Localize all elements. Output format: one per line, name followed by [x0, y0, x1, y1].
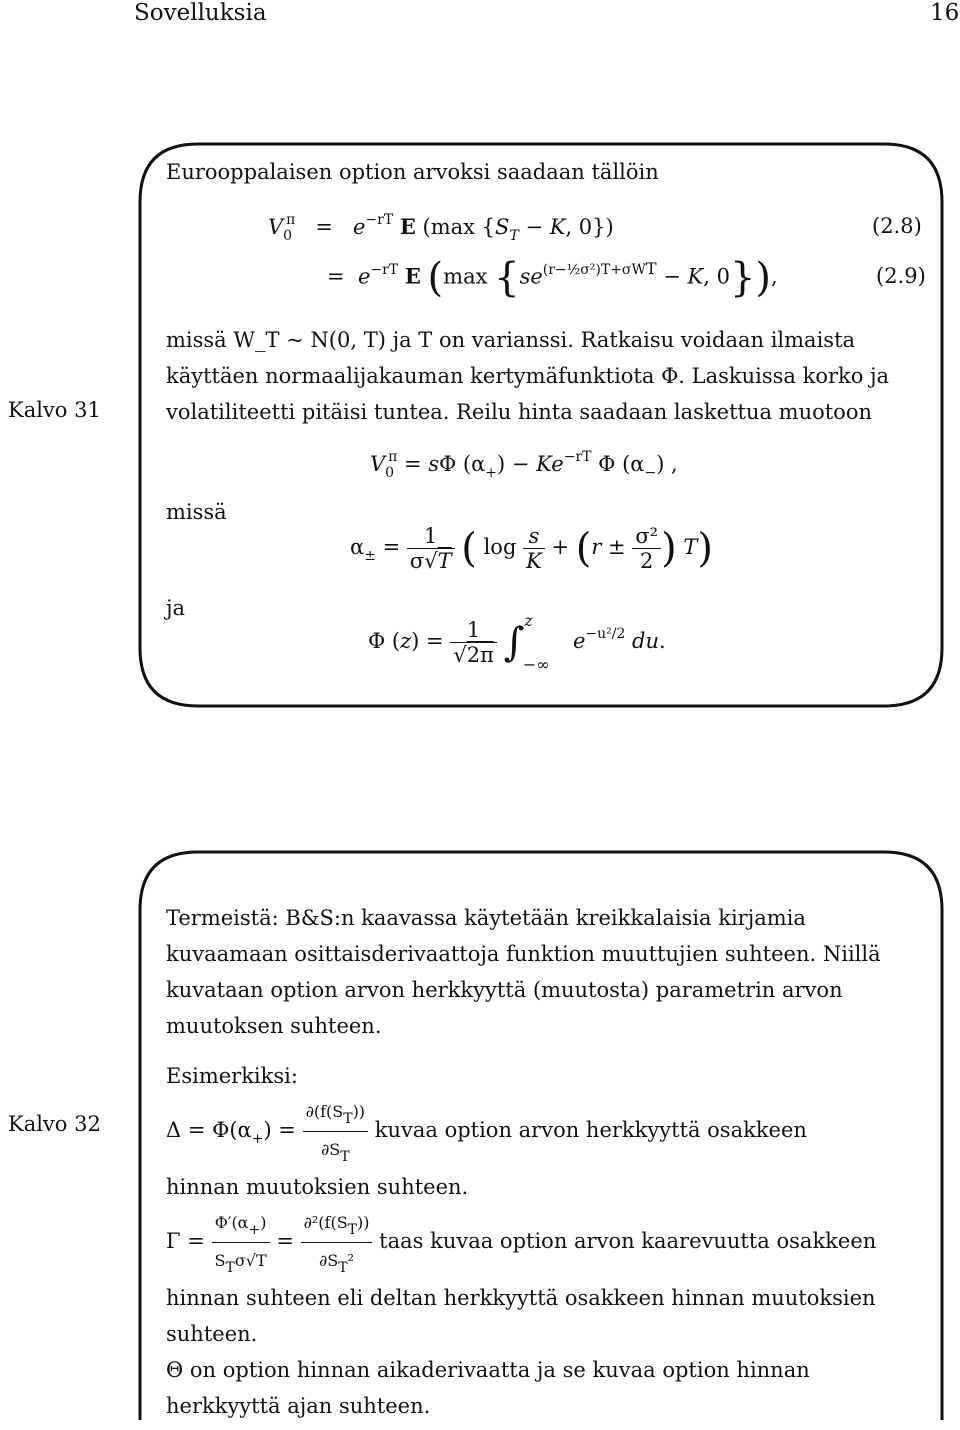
equation-number-2-8: (2.8) — [872, 214, 922, 238]
gamma-paragraph: Γ = $\frac{\Phi'(\alpha+)}{\text{STσ√T}}$ = $\frac{\text{∂²(f(ST))}}{\text{∂ST²}}$ taas kuvaa option arvon kaarevuutta osakkeen hinnan suhteen eli deltan herkkyyttä osakkeen hinnan muutoksien suhteen. — [166, 1205, 886, 1352]
slide31-para-line-2: käyttäen normaalijakauman kertymäfunktiota Φ. Laskuissa korko ja — [166, 364, 890, 388]
slide32-para-1: Termeistä: B&S:n kaavassa käytetään kreikkalaisia kirjamia kuvaamaan osittaisderivaattoja funktion muuttujien suhteen. Niillä kuvataan option arvon herkkyyttä (muutosta) parametrin arvon muutoksen suhteen. — [166, 906, 881, 1038]
slide31-para-line-1: missä W_T ~ N(0, T) ja T on varianssi. Ratkaisu voidaan ilmaista — [166, 328, 856, 352]
gamma-text: taas kuvaa option arvon kaarevuutta osakkeen hinnan suhteen eli deltan herkkyyttä osakkeen hinnan muutoksien suhteen. — [166, 1229, 877, 1346]
slide31-para-line-3: volatiliteetti pitäisi tuntea. Reilu hinta saadaan laskettua muotoon — [166, 400, 872, 424]
page-number: 16 — [930, 0, 960, 26]
fair-price-formula: $V_0^\pi = s\Phi$ $(\alpha_+) - Ke^{-rT}$ Φ $(\alpha_-)$ , — [370, 449, 678, 481]
slide32-body — [166, 900, 886, 1424]
slide-label-32: Kalvo 32 — [8, 1112, 101, 1136]
phi-formula: Φ (z) = $\frac{1}{√2\pi}$ ∫$^z_{-\infty}$ $e^{-u^2/2}$ du. — [368, 611, 666, 674]
delta-paragraph: $\Delta = \Phi(\alpha_+)$ = $\frac{\partial(f(ST))}{\partial ST}$ kuvaa option arvon herkkyyttä osakkeen hinnan muutoksien suhteen. — [166, 1094, 886, 1205]
delta-text: kuvaa option arvon herkkyyttä osakkeen hinnan muutoksien suhteen. — [166, 1118, 807, 1199]
equation-2-8: $V_0^\pi = e^{-rT}$ E (max {$S_T - K$, 0}) — [268, 212, 614, 244]
examples-label: Esimerkiksi: — [166, 1064, 298, 1088]
and-label: ja — [166, 596, 186, 620]
running-header-title: Sovelluksia — [134, 0, 267, 26]
alpha-formula: $\alpha_\pm$ = $\frac{1}{\sigma√T}$ ( log $\frac{s}{K}$ + (r ± $\frac{\text{σ²}}{2}$ ) T) — [350, 524, 714, 573]
slide31-intro: Eurooppalaisen option arvoksi saadaan tällöin — [166, 160, 659, 184]
theta-text: Θ on option hinnan aikaderivaatta ja se kuvaa option hinnan herkkyyttä ajan suhteen. — [166, 1358, 810, 1418]
where-label: missä — [166, 500, 227, 524]
equation-2-9: = $e^{-rT}$ E (max {$se^{(r-\frac{1}{2}\sigma^2)T+\sigma WT} - K$, 0}), — [327, 255, 778, 301]
equation-number-2-9: (2.9) — [876, 264, 926, 288]
slide-label-31: Kalvo 31 — [8, 398, 101, 422]
